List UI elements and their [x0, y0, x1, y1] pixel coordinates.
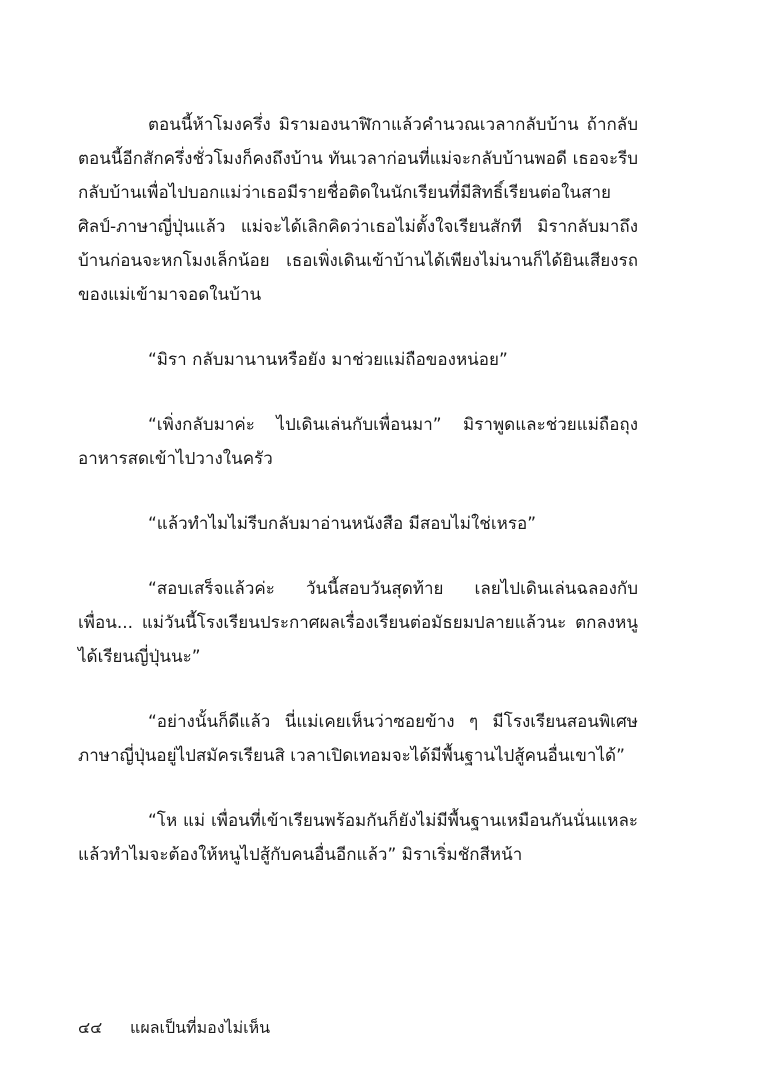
paragraph-3: “เพิ่งกลับมาค่ะ ไปเดินเล่นกับเพื่อนมา” มิราพูดและช่วยแม่ถือถุงอาหารสดเข้าไปวางในครัว [78, 415, 638, 469]
paragraph-4: “แล้วทำไมไม่รีบกลับมาอ่านหนังสือ มีสอบไม่ใช่เหรอ” [148, 514, 537, 534]
page-number: ๔๔ [78, 1018, 103, 1037]
book-title: แผลเป็นที่มองไม่เห็น [130, 1018, 271, 1037]
paragraph-1: ตอนนี้ห้าโมงครึ่ง มิรามองนาฬิกาแล้วคำนวณเวลากลับบ้าน ถ้ากลับตอนนี้อีกสักครึ่งชั่วโมงก็คงถึงบ้าน ทันเวลาก่อนที่แม่จะกลับบ้านพอดี เธอจะรีบกลับบ้านเพื่อไปบอกแม่ว่าเธอมีรายชื่อติดในนักเรียนที่มีสิทธิ์เรียนต่อในสายศิลป์-ภาษาญี่ปุ่นแล้ว แม่จะได้เลิกคิดว่าเธอไม่ตั้งใจเรียนสักที มิรากลับมาถึงบ้านก่อนจะหกโมงเล็กน้อย เธอเพิ่งเดินเข้าบ้านได้เพียงไม่นานก็ได้ยินเสียงรถของแม่เข้ามาจอดในบ้าน [78, 115, 638, 305]
paragraph-5: “สอบเสร็จแล้วค่ะ วันนี้สอบวันสุดท้าย เลยไปเดินเล่นฉลองกับเพื่อน... แม่วันนี้โรงเรียนประกาศผลเรื่องเรียนต่อมัธยมปลายแล้วนะ ตกลงหนูได้เรียนญี่ปุ่นนะ” [78, 579, 638, 667]
paragraph-6: “อย่างนั้นก็ดีแล้ว นี่แม่เคยเห็นว่าซอยข้าง ๆ มีโรงเรียนสอนพิเศษภาษาญี่ปุ่นอยู่ไปสมัครเรียนสิ เวลาเปิดเทอมจะได้มีพื้นฐานไปสู้คนอื่นเขาได้” [78, 712, 638, 766]
paragraph-7: “โห แม่ เพื่อนที่เข้าเรียนพร้อมกันก็ยังไม่มีพื้นฐานเหมือนกันนั่นแหละ แล้วทำไมจะต้องให้หนูไปสู้กับคนอื่นอีกแล้ว” มิราเริ่มชักสีหน้า [78, 811, 638, 865]
paragraph-2: “มิรา กลับมานานหรือยัง มาช่วยแม่ถือของหน่อย” [148, 350, 508, 370]
page-footer [78, 1016, 270, 1040]
story-text [78, 108, 638, 872]
